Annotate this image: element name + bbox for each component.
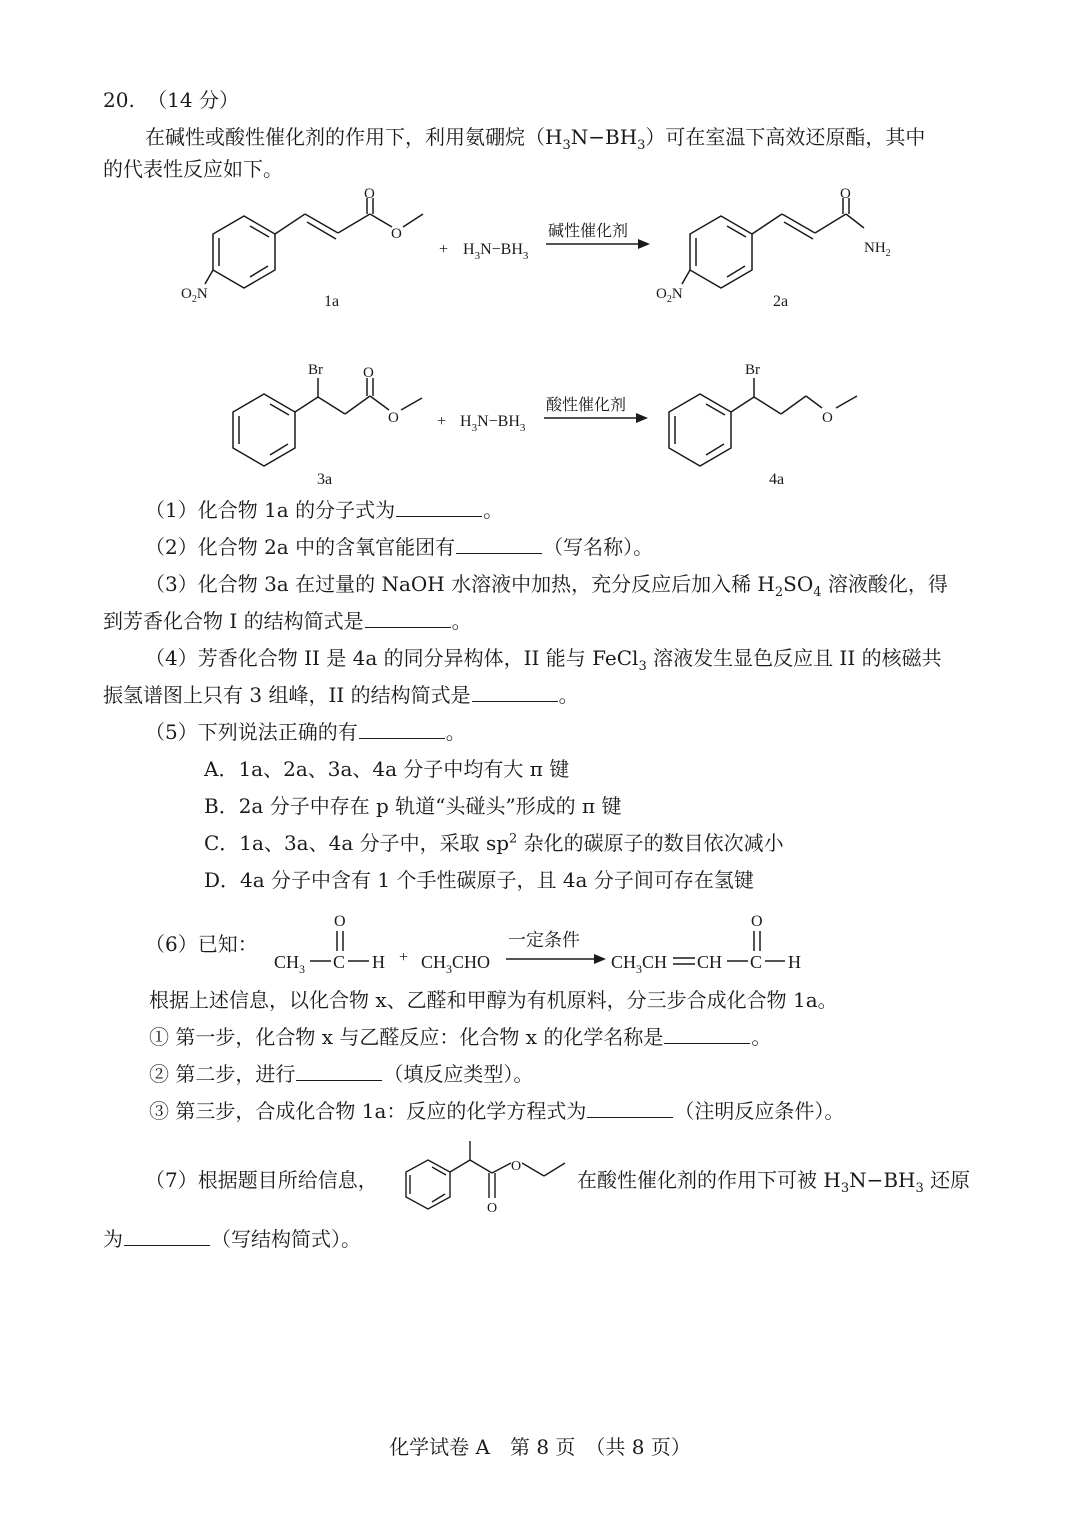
q7-ester-o: O <box>511 1159 522 1174</box>
1a-ester-o: O <box>391 226 402 242</box>
optc-text-b: 杂化的碳原子的数目依次减小 <box>517 831 784 855</box>
4a-ether-o: O <box>822 410 833 426</box>
1a-carbonyl-o: O <box>364 186 375 202</box>
q1-text: （1）化合物 1a 的分子式为 <box>145 498 396 522</box>
compound-2a-label: 2a <box>773 293 789 310</box>
intro-line-2: 的代表性反应如下。 <box>103 157 283 181</box>
step3-text: ③ 第三步，合成化合物 1a：反应的化学方程式为 <box>149 1099 587 1123</box>
q7-text-c: N−BH <box>849 1168 916 1192</box>
step1-end: 。 <box>751 1025 772 1049</box>
2a-carbonyl-o: O <box>840 186 851 202</box>
optc-sup: 2 <box>509 831 518 847</box>
intro-sub: 3 <box>562 138 571 153</box>
option-c <box>204 829 784 857</box>
3a-carbonyl-o: O <box>363 365 374 381</box>
compound-2a-structure <box>682 198 864 288</box>
q1-answer-blank[interactable] <box>396 498 482 517</box>
option-d: D．4a 分子中含有 1 个手性碳原子，且 4a 分子间可存在氢键 <box>204 868 754 892</box>
q7-text-d: 还原 <box>923 1168 971 1192</box>
step2-text-b: （填反应类型）。 <box>383 1062 534 1086</box>
q6-step-1 <box>149 1023 771 1051</box>
q4-line2-text: 振氢谱图上只有 3 组峰，II 的结构简式是 <box>103 683 471 707</box>
q3-sub2: 2 <box>774 585 784 600</box>
q6-product-carbon: C <box>750 952 763 972</box>
step1-text: ① 第一步，化合物 x 与乙醛反应：化合物 x 的化学名称是 <box>149 1025 664 1049</box>
q6-info: 根据上述信息，以化合物 x、乙醛和甲醇为有机原料，分三步合成化合物 1a。 <box>149 988 838 1012</box>
intro-sub: 3 <box>637 138 646 153</box>
q6-carbon: C <box>333 952 346 972</box>
reaction-2-arrowhead <box>636 413 648 423</box>
q4-answer-blank[interactable] <box>472 683 558 702</box>
question-points: （14 分） <box>147 88 239 112</box>
question-3-line-1 <box>145 570 948 598</box>
compound-3a-label: 3a <box>317 471 333 488</box>
page-footer: 化学试卷 A 第 8 页 （共 8 页） <box>389 1435 691 1459</box>
q6-product-a: $CH_3CH$ <box>611 952 668 976</box>
q7-text-b: 在酸性催化剂的作用下可被 H <box>577 1168 841 1192</box>
q6-oxygen-1: O <box>334 913 346 930</box>
q6-oxygen-2: O <box>751 913 763 930</box>
q6-arrowhead <box>594 954 606 964</box>
intro-line-1 <box>145 123 925 151</box>
question-number: 20. <box>103 88 135 112</box>
q6-product-c: CH <box>697 952 723 972</box>
q6-step-2 <box>149 1060 533 1088</box>
question-2 <box>145 533 653 561</box>
q7-carbonyl-o: O <box>487 1201 498 1216</box>
q3-end: 。 <box>451 609 472 633</box>
2a-amide-label: $NH_2$ <box>864 240 891 259</box>
q6-h-2: H <box>788 952 801 972</box>
reaction-2-plus: + <box>437 413 447 430</box>
step3-answer-blank[interactable] <box>587 1099 673 1118</box>
intro-text-a: 在碱性或酸性催化剂的作用下，利用氨硼烷（H <box>145 125 563 149</box>
2a-nitro-label: $O_2N$ <box>656 286 683 305</box>
reaction-1-plus: + <box>439 241 449 258</box>
q5-text: （5）下列说法正确的有 <box>145 720 358 744</box>
q3-text-a: （3）化合物 3a 在过量的 NaOH 水溶液中加热，充分反应后加入稀 H <box>145 572 775 596</box>
q3-line2-text: 到芳香化合物 I 的结构简式是 <box>103 609 364 633</box>
question-7-b <box>577 1166 970 1194</box>
q6-plus: + <box>399 949 409 966</box>
q7-sub3: 3 <box>840 1181 850 1196</box>
q4-text-a: （4）芳香化合物 II 是 4a 的同分异构体，II 能与 FeCl <box>145 646 639 670</box>
reaction-2-catalyst: 酸性催化剂 <box>546 397 627 414</box>
question-3-line-2 <box>103 607 472 635</box>
compound-1a-label: 1a <box>324 293 340 310</box>
reaction-1-catalyst: 碱性催化剂 <box>548 223 629 240</box>
q3-answer-blank[interactable] <box>365 609 451 628</box>
q7-ester-structure <box>395 1135 575 1220</box>
3a-ester-o: O <box>388 410 399 426</box>
step3-text-b: （注明反应条件）。 <box>674 1099 845 1123</box>
compound-4a-label: 4a <box>769 471 785 488</box>
1a-nitro-label: $O_2N$ <box>181 286 208 305</box>
q3-text-c: 溶液酸化，得 <box>821 572 948 596</box>
q6-h-1: H <box>372 952 385 972</box>
q3-sub4: 4 <box>813 585 822 600</box>
reaction-1-scheme <box>0 180 1080 320</box>
question-6-label: （6）已知： <box>145 932 258 956</box>
step2-answer-blank[interactable] <box>296 1062 382 1081</box>
reaction-1-arrowhead <box>638 239 650 249</box>
step1-answer-blank[interactable] <box>664 1025 750 1044</box>
intro-text-c: ）可在室温下高效还原酯，其中 <box>645 125 926 149</box>
reaction-2-scheme <box>0 355 1080 495</box>
q5-answer-blank[interactable] <box>359 720 445 739</box>
q6-known-reaction <box>0 905 1080 975</box>
question-7-line-2 <box>103 1225 361 1253</box>
option-b: B．2a 分子中存在 p 轨道“头碰头”形成的 π 键 <box>204 794 622 818</box>
step2-text: ② 第二步，进行 <box>149 1062 296 1086</box>
q5-end: 。 <box>445 720 466 744</box>
question-4-line-1 <box>145 644 942 672</box>
question-4-line-2 <box>103 681 579 709</box>
reaction-2-reagent: $H_3N-BH_3$ <box>460 413 526 434</box>
q7-line2-b: （写结构简式）。 <box>211 1227 361 1251</box>
q2-text-b: （写名称）。 <box>543 535 654 559</box>
q6-step-3 <box>149 1097 844 1125</box>
q6-acetaldehyde: $CH_3CHO$ <box>421 952 491 976</box>
question-7-a: （7）根据题目所给信息， <box>145 1168 378 1192</box>
q6-condition: 一定条件 <box>508 930 580 950</box>
q4-end: 。 <box>558 683 579 707</box>
q4-sub3: 3 <box>638 659 647 674</box>
q6-ch3: $CH_3$ <box>274 952 306 976</box>
q7-sub3b: 3 <box>915 1181 924 1196</box>
q2-answer-blank[interactable] <box>456 535 542 554</box>
q3-text-b: SO <box>783 572 814 596</box>
option-a: A．1a、2a、3a、4a 分子中均有大 π 键 <box>204 757 570 781</box>
intro-text-b: N−BH <box>570 125 638 149</box>
q7-answer-blank[interactable] <box>124 1227 210 1246</box>
3a-br: Br <box>308 362 323 378</box>
q7-line2-a: 为 <box>103 1227 123 1251</box>
question-header <box>103 86 239 114</box>
4a-br: Br <box>745 362 760 378</box>
q2-text: （2）化合物 2a 中的含氧官能团有 <box>145 535 456 559</box>
question-1 <box>145 496 503 524</box>
reaction-1-reagent: $H_3N-BH_3$ <box>463 241 529 262</box>
question-5 <box>145 718 466 746</box>
optc-text-a: C．1a、3a、4a 分子中，采取 sp <box>204 831 510 855</box>
compound-1a-structure <box>205 198 423 288</box>
q1-end: 。 <box>483 498 504 522</box>
q4-text-b: 溶液发生显色反应且 II 的核磁共 <box>646 646 942 670</box>
